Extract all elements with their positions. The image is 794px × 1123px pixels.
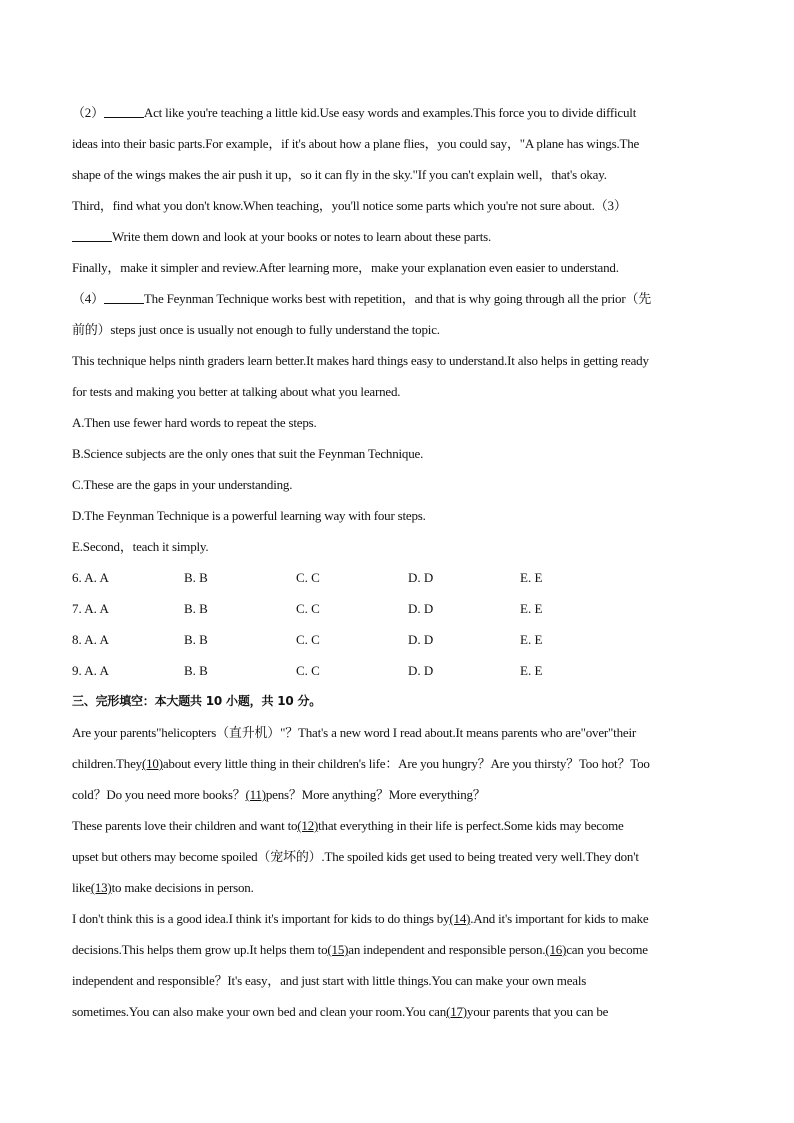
cloze-line (72, 872, 724, 903)
choice-d[interactable]: D. D (408, 570, 434, 585)
blank-13[interactable]: (13) (90, 880, 112, 895)
cloze-line (72, 934, 724, 965)
question-number[interactable]: 7. A. A (72, 601, 109, 616)
blank-17[interactable]: (17) (446, 1004, 467, 1019)
cloze-text: that everything in their life is perfect.Some kids may become (318, 818, 624, 833)
question-number[interactable]: 6. A. A (72, 570, 109, 585)
cloze-line (72, 779, 724, 810)
passage-line (72, 283, 724, 314)
choice-c[interactable]: C. C (296, 663, 320, 678)
question-number: （2） (72, 105, 104, 120)
blank-12[interactable]: (12) (297, 818, 319, 833)
cloze-line: Are your parents"helicopters（直升机）"？That's a new word I read about.It means parents who are"over"their (72, 725, 636, 740)
choice-b[interactable]: B. B (184, 663, 208, 678)
cloze-text: children.They (72, 756, 142, 771)
passage-line: Finally，make it simpler and review.After learning more，make your explanation even easier to understand. (72, 260, 619, 275)
answer-row-7 (72, 593, 724, 624)
answer-row-6 (72, 562, 724, 593)
cloze-line (72, 903, 724, 934)
passage-line: for tests and making you better at talking about what you learned. (72, 384, 401, 399)
option-c: C.These are the gaps in your understanding. (72, 477, 293, 492)
answer-blank-3[interactable] (72, 228, 112, 242)
blank-11[interactable]: (11) (245, 787, 266, 802)
cloze-text: pens？More anything？More everything？ (265, 787, 486, 802)
passage-line (72, 221, 724, 252)
cloze-text: can you become (566, 942, 648, 957)
question-number: （4） (72, 291, 104, 306)
cloze-text: decisions.This helps them grow up.It helps them to (72, 942, 328, 957)
cloze-text: .And it's important for kids to make (470, 911, 649, 926)
option-d: D.The Feynman Technique is a powerful learning way with four steps. (72, 508, 426, 523)
document-page (72, 97, 724, 1027)
cloze-line: independent and responsible？It's easy，and just start with little things.You can make your own meals (72, 973, 587, 988)
cloze-line (72, 810, 724, 841)
choice-e[interactable]: E. E (520, 663, 543, 678)
choice-c[interactable]: C. C (296, 601, 320, 616)
blank-16[interactable]: (16) (545, 942, 567, 957)
passage-text: Act like you're teaching a little kid.Use easy words and examples.This force you to divide difficult (143, 105, 637, 120)
option-a: A.Then use fewer hard words to repeat the steps. (72, 415, 317, 430)
cloze-text: These parents love their children and want to (72, 818, 298, 833)
passage-line: shape of the wings makes the air push it up，so it can fly in the sky."If you can't explain well，that's okay. (72, 167, 607, 182)
blank-15[interactable]: (15) (327, 942, 349, 957)
cloze-text: an independent and responsible person. (348, 942, 546, 957)
section-heading: 三、完形填空：本大题共 10 小题，共 10 分。 (72, 694, 322, 708)
passage-text: Write them down and look at your books or notes to learn about these parts. (112, 229, 492, 244)
question-number[interactable]: 9. A. A (72, 663, 109, 678)
answer-row-9 (72, 655, 724, 686)
passage-text: The Feynman Technique works best with repetition，and that is why going through all the prior（先 (143, 291, 652, 306)
choice-c[interactable]: C. C (296, 632, 320, 647)
choice-d[interactable]: D. D (408, 601, 434, 616)
choice-c[interactable]: C. C (296, 570, 320, 585)
cloze-text: cold？Do you need more books？ (72, 787, 246, 802)
choice-e[interactable]: E. E (520, 601, 543, 616)
passage-line: 前的）steps just once is usually not enough to fully understand the topic. (72, 322, 440, 337)
choice-e[interactable]: E. E (520, 632, 543, 647)
passage-line: This technique helps ninth graders learn better.It makes hard things easy to understand.It also helps in getting ready (72, 353, 649, 368)
cloze-line (72, 748, 724, 779)
option-b: B.Science subjects are the only ones that suit the Feynman Technique. (72, 446, 424, 461)
choice-e[interactable]: E. E (520, 570, 543, 585)
choice-b[interactable]: B. B (184, 570, 208, 585)
blank-14[interactable]: (14) (449, 911, 471, 926)
choice-d[interactable]: D. D (408, 632, 434, 647)
answer-row-8 (72, 624, 724, 655)
cloze-line: upset but others may become spoiled（宠坏的）.The spoiled kids get used to being treated very well.They don't (72, 849, 639, 864)
choice-d[interactable]: D. D (408, 663, 434, 678)
option-e: E.Second，teach it simply. (72, 539, 209, 554)
cloze-text: sometimes.You can also make your own bed and clean your room.You can (72, 1004, 447, 1019)
passage-line: ideas into their basic parts.For example，if it's about how a plane flies，you could say，"A plane has wings.The (72, 136, 640, 151)
answer-blank-2[interactable] (104, 104, 144, 118)
cloze-text: like (72, 880, 91, 895)
cloze-text: about every little thing in their children's life：Are you hungry？Are you thirsty？Too hot？Too (162, 756, 650, 771)
choice-b[interactable]: B. B (184, 632, 208, 647)
cloze-line (72, 996, 724, 1027)
cloze-text: your parents that you can be (466, 1004, 609, 1019)
passage-line (72, 97, 724, 128)
answer-blank-4[interactable] (104, 290, 144, 304)
cloze-text: to make decisions in person. (111, 880, 254, 895)
passage-line: Third，find what you don't know.When teaching，you'll notice some parts which you're not sure about.（3） (72, 198, 627, 213)
cloze-text: I don't think this is a good idea.I think it's important for kids to do things by (72, 911, 450, 926)
blank-10[interactable]: (10) (141, 756, 163, 771)
choice-b[interactable]: B. B (184, 601, 208, 616)
question-number[interactable]: 8. A. A (72, 632, 109, 647)
